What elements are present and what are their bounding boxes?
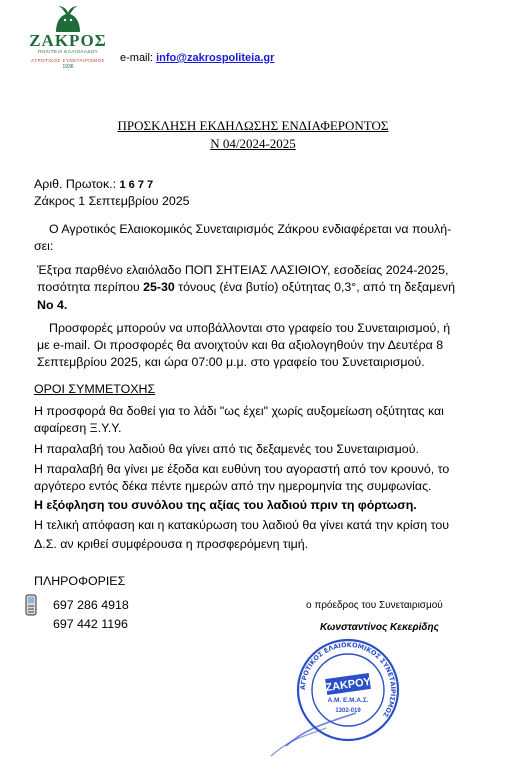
paragraph-3-line-1: Προσφορές μπορούν να υποβάλλονται στο γραφείο του Συνεταιρισμού, ή bbox=[49, 321, 451, 335]
term-1-line-2: αφαίρεση Ξ.Υ.Υ. bbox=[34, 421, 122, 435]
paragraph-3-line-3: Σεπτεμβρίου 2025, και ώρα 07:00 μ.μ. στο γραφείο του Συνεταιρισμού. bbox=[37, 355, 425, 369]
phone-number-2: 697 442 1196 bbox=[53, 617, 128, 631]
logo-tagline: ΠΟΛΙΤΕΙΑ ΕΛΑΙΟΛΑΔΟΥ bbox=[37, 49, 99, 54]
term-1-line-1: Η προσφορά θα δοθεί για το λάδι "ως έχει" χωρίς αυξομείωση οξύτητας και bbox=[34, 404, 444, 418]
email-link[interactable]: info@zakrospoliteia.gr bbox=[156, 52, 275, 64]
term-2: Η παραλαβή του λαδιού θα γίνει από τις δεξαμενές του Συνεταιρισμού. bbox=[34, 442, 419, 456]
document-number: Ν 04/2024-2025 bbox=[210, 136, 296, 151]
term-5-line-1: Η τελική απόφαση και η κατακύρωση του λαδιού θα γίνει κατά την κρίση του bbox=[34, 518, 450, 532]
phone-icon bbox=[24, 594, 38, 621]
tank-number: Νο 4. bbox=[37, 298, 68, 312]
paragraph-1-line-2: σει: bbox=[34, 239, 54, 253]
stamp-ring-text: ΑΓΡΟΤΙΚΟΣ ΕΛΑΙΟΚΟΜΙΚΟΣ ΣΥΝΕΤΑΙΡΙΣΜΟΣ bbox=[298, 640, 398, 719]
email-label: e-mail: bbox=[120, 52, 154, 64]
quantity-prefix: ποσότητα περίπου bbox=[37, 280, 144, 294]
goat-logo-icon bbox=[48, 4, 88, 34]
stamp-code: 1302-019 bbox=[335, 708, 361, 714]
term-4: Η εξόφληση του συνόλου της αξίας του λαδιού πριν τη φόρτωση. bbox=[34, 498, 417, 512]
cooperative-stamp bbox=[266, 628, 414, 765]
paragraph-2-line-1: Έξτρα παρθένο ελαιόλαδο ΠΟΠ ΣΗΤΕΙΑΣ ΛΑΣΙΘΙΟΥ, εσοδείας 2024-2025, bbox=[37, 263, 449, 277]
signature-name: Κωνσταντίνος Κεκερίδης bbox=[320, 622, 439, 633]
term-5-line-2: Δ.Σ. αν κριθεί συμφέρουσα η προσφερόμενη τιμή. bbox=[34, 537, 309, 551]
term-3-line-1: Η παραλαβή θα γίνει με έξοδα και ευθύνη του αγοραστή από τον κρουνό, το bbox=[34, 462, 450, 476]
protocol-number: 1 6 7 7 bbox=[119, 179, 154, 191]
logo-subtitle: ΑΓΡΟΤΙΚΟΣ ΣΥΝΕΤΑΙΡΙΣΜΟΣ bbox=[31, 58, 105, 63]
quantity-suffix: τόνους (ένα βυτίο) οξύτητας 0,3°, από τη δεξαμενή bbox=[174, 280, 455, 294]
paragraph-2-line-2 bbox=[37, 279, 455, 296]
cooperative-logo bbox=[18, 4, 118, 70]
header-email bbox=[120, 52, 274, 64]
date-line: Ζάκρος 1 Σεπτεμβρίου 2025 bbox=[34, 194, 190, 208]
stamp-center-name: ΖΑΚΡΟΥ bbox=[324, 675, 372, 695]
quantity-value: 25-30 bbox=[143, 280, 175, 294]
stamp-seal bbox=[266, 628, 414, 760]
paragraph-3-line-2: με e-mail. Οι προσφορές θα ανοιχτούν και θα αξιολογηθούν την Δευτέρα 8 bbox=[37, 338, 444, 352]
info-heading: ΠΛΗΡΟΦΟΡΙΕΣ bbox=[34, 574, 126, 588]
logo-year: 1936 bbox=[62, 64, 74, 70]
logo-name: ΖΑΚΡΟΣ bbox=[29, 31, 107, 50]
stamp-number: Α.Μ. Ε.Μ.Α.Σ. bbox=[327, 697, 369, 704]
term-3-line-2: αργότερο εντός δέκα πέντε ημερών από την ημερομηνία της συμφωνίας. bbox=[34, 479, 432, 493]
phone-number-1: 697 286 4918 bbox=[53, 598, 129, 612]
paragraph-1-line-1: Ο Αγροτικός Ελαιοκομικός Συνεταιρισμός Ζάκρου ενδιαφέρεται να πουλή- bbox=[49, 222, 452, 236]
protocol-label: Αριθ. Πρωτοκ.: bbox=[34, 177, 117, 191]
protocol-line bbox=[34, 176, 153, 194]
document-title: ΠΡΟΣΚΛΗΣΗ ΕΚΔΗΛΩΣΗΣ ΕΝΔΙΑΦΕΡΟΝΤΟΣ bbox=[117, 118, 389, 133]
terms-heading: ΟΡΟΙ ΣΥΜΜΕΤΟΧΗΣ bbox=[34, 382, 156, 396]
signature-role: ο πρόεδρος του Συνεταιρισμού bbox=[306, 600, 443, 611]
